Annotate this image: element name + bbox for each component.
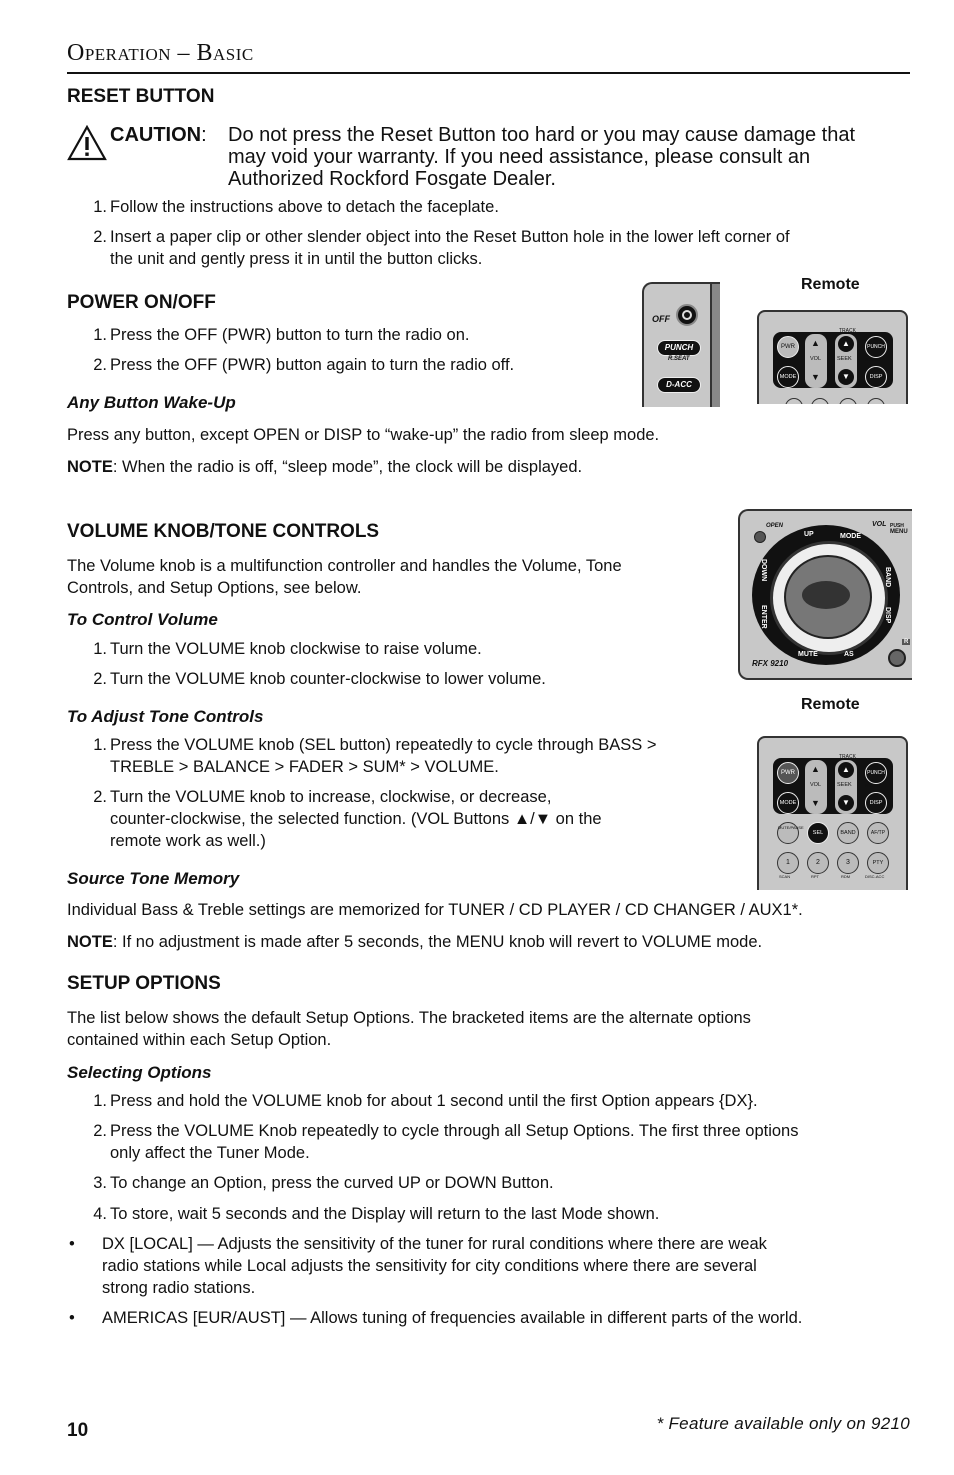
- disp-key-2: DISP: [865, 792, 887, 814]
- pwr-key-2: PWR: [777, 762, 799, 784]
- power-button-icon: [676, 304, 698, 326]
- list-item: 2. Turn the VOLUME knob counter-clockwise to lower volume.: [93, 670, 546, 688]
- power-heading: POWER ON/OFF: [67, 292, 216, 313]
- pwr-key: PWR: [777, 336, 799, 358]
- remote-image: [757, 310, 908, 404]
- seek-up-icon-2: ▲: [838, 762, 854, 778]
- seek-down-icon-2: ▼: [838, 795, 854, 811]
- vol-down-icon-2: ▼: [811, 798, 820, 808]
- sel-key: SEL: [807, 822, 829, 844]
- dacc-button: D-ACC: [657, 377, 701, 393]
- wake-text: Press any button, except OPEN or DISP to “wake-up” the radio from sleep mode.: [67, 426, 660, 444]
- punch-key: PUNCH: [865, 336, 887, 358]
- as-label: AS: [844, 651, 854, 658]
- mute-key: MUTE/PAUSE: [777, 822, 799, 844]
- aftp-key: AF/TP: [867, 822, 889, 844]
- seek-down-icon: ▼: [838, 369, 854, 385]
- list-item: 1. Press and hold the VOLUME knob for about 1 second until the first Option appears {DX}.: [93, 1092, 758, 1110]
- wake-heading: Any Button Wake-Up: [67, 393, 236, 412]
- mode-label: MODE: [840, 533, 861, 540]
- selecting-heading: Selecting Options: [67, 1063, 212, 1082]
- reset-hole-icon: [888, 649, 906, 667]
- track-label-2: TRACK: [839, 754, 856, 760]
- open-button: [754, 531, 766, 543]
- key-1: 1: [777, 852, 799, 874]
- setup-intro: The list below shows the default Setup Options. The bracketed items are the alternate options contained within each Setup Option.: [67, 1009, 751, 1049]
- caution-warning-icon: [67, 125, 107, 161]
- vol-label-2: VOL: [810, 782, 822, 788]
- page-title: Operation – Basic: [67, 40, 254, 66]
- tone-steps: [67, 734, 747, 856]
- disc-acc-label: DISC-ACC: [865, 874, 885, 879]
- pty-key: PTY: [867, 852, 889, 874]
- footnote: * Feature available only on 9210: [656, 1414, 910, 1433]
- vol-up-icon: ▲: [811, 338, 820, 348]
- volume-intro: The Volume knob is a multifunction controller and handles the Volume, Tone Controls, and Setup Options, see below.: [67, 557, 622, 597]
- vol-label: VOL: [810, 356, 822, 362]
- open-label: OPEN: [766, 523, 784, 529]
- list-item: 1. Press the OFF (PWR) button to turn the radio on.: [93, 326, 470, 344]
- enter-label: ENTER: [760, 605, 767, 629]
- push-label: PUSH: [890, 523, 904, 529]
- volume-knob-image: [738, 509, 912, 680]
- caution-label: CAUTION:: [110, 124, 207, 146]
- disp-label: DISP: [884, 607, 891, 624]
- list-item: 1. Press the VOLUME knob (SEL button) repeatedly to cycle through BASS > TREBLE > BALANCE > FADER > SUM* > VOLUME.: [93, 736, 657, 776]
- volume-note: NOTE: If no adjustment is made after 5 seconds, the MENU knob will revert to VOLUME mode.: [67, 933, 763, 951]
- list-item: 2. Insert a paper clip or other slender object into the Reset Button hole in the lower left corner of the unit and gently press it in until the button clicks.: [93, 228, 790, 268]
- rockford-logo-icon: [802, 581, 850, 609]
- memory-text: Individual Bass & Treble settings are memorized for TUNER / CD PLAYER / CD CHANGER / AUX1*.: [67, 901, 803, 919]
- track-label: TRACK: [839, 328, 856, 334]
- rseat-key-label: R.SEAT: [865, 357, 881, 362]
- setup-steps: [67, 1090, 910, 1337]
- page-header: [67, 40, 910, 74]
- tone-heading: To Adjust Tone Controls: [67, 707, 264, 726]
- remote-label-2: Remote: [801, 696, 860, 713]
- list-item: 4. To store, wait 5 seconds and the Display will return to the last Mode shown.: [93, 1205, 660, 1223]
- page-number: 10: [67, 1420, 89, 1441]
- seek-label-2: SEEK: [837, 782, 852, 788]
- key-3: 3: [837, 852, 859, 874]
- memory-heading: Source Tone Memory: [67, 869, 240, 888]
- menu-label: MENU: [890, 529, 908, 535]
- bullet-item: • AMERICAS [EUR/AUST] — Allows tuning of frequencies available in different parts of the world.: [69, 1309, 803, 1327]
- punch-button: PUNCH: [657, 340, 701, 356]
- off-label: OFF: [652, 314, 670, 324]
- power-note: NOTE: When the radio is off, “sleep mode”, the clock will be displayed.: [67, 458, 583, 476]
- model-label: RFX 9210: [752, 659, 789, 668]
- seek-up-icon: ▲: [838, 336, 854, 352]
- vol-up-icon-2: ▲: [811, 764, 820, 774]
- disp-key: DISP: [865, 366, 887, 388]
- rseat-label: R.SEAT: [668, 356, 690, 362]
- volume-heading: VOLUME KNOB/TONE CONTROLS: [67, 521, 380, 542]
- band-key: BAND: [837, 822, 859, 844]
- caution-text: Do not press the Reset Button too hard or you may cause damage that may void your warranty. If you need assistance, please consult an Authorized Rockford Fosgate Dealer.: [228, 124, 856, 190]
- band-label: BAND: [884, 567, 891, 588]
- control-volume-steps: [67, 638, 727, 698]
- down-label: DOWN: [760, 559, 767, 582]
- rdm-label: RDM: [841, 874, 851, 879]
- list-item: 3. To change an Option, press the curved UP or DOWN Button.: [93, 1174, 554, 1192]
- punch-key-2: PUNCH: [865, 762, 887, 784]
- mute-label: MUTE: [798, 651, 818, 658]
- mode-key-2: MODE: [777, 792, 799, 814]
- mode-key: MODE: [777, 366, 799, 388]
- reset-steps: [67, 196, 910, 270]
- power-steps: [67, 324, 627, 384]
- rseat-key-label-2: R.SEAT: [865, 783, 881, 788]
- reset-label: R: [904, 639, 909, 645]
- rpt-label: RPT: [811, 874, 819, 879]
- scan-label: SCAN: [779, 874, 791, 879]
- control-volume-heading: To Control Volume: [67, 610, 218, 629]
- setup-heading: SETUP OPTIONS: [67, 973, 221, 994]
- list-item: 1. Turn the VOLUME knob clockwise to raise volume.: [93, 640, 482, 658]
- list-item: 2. Press the VOLUME Knob repeatedly to cycle through all Setup Options. The first three options only affect the Tuner Mode.: [93, 1122, 799, 1162]
- key-2: 2: [807, 852, 829, 874]
- remote-image-2: [757, 736, 908, 890]
- vol-down-icon: ▼: [811, 372, 820, 382]
- vol-knob-label: VOL: [872, 521, 887, 528]
- list-item: 1. Follow the instructions above to detach the faceplate.: [93, 198, 499, 216]
- remote-label: Remote: [801, 276, 860, 293]
- faceplate-image: [642, 282, 720, 407]
- list-item: 2. Turn the VOLUME knob to increase, clockwise, or decrease, counter-clockwise, the selected function. (VOL Buttons ▲/▼ on the remote work as well.): [93, 788, 602, 850]
- up-label: UP: [804, 531, 814, 538]
- seek-label: SEEK: [837, 356, 852, 362]
- list-item: 2. Press the OFF (PWR) button again to turn the radio off.: [93, 356, 515, 374]
- bullet-item: • DX [LOCAL] — Adjusts the sensitivity of the tuner for rural conditions where there are weak radio stations while Local adjusts the sensitivity for city conditions where there are several strong radio stations.: [69, 1235, 767, 1297]
- reset-heading: RESET BUTTON: [67, 86, 215, 107]
